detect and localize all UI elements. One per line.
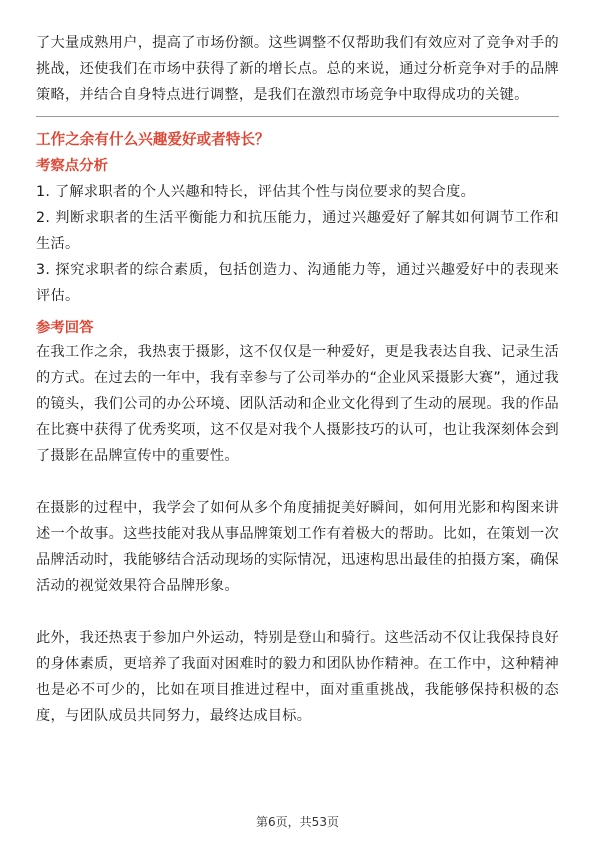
answer-label: 参考回答 bbox=[36, 320, 94, 336]
analysis-list bbox=[36, 179, 559, 309]
analysis-item: 3. 探究求职者的综合素质，包括创造力、沟通能力等，通过兴趣爱好中的表现来评估。 bbox=[36, 262, 559, 304]
question-heading: 工作之余有什么兴趣爱好或者特长？ bbox=[36, 131, 270, 148]
analysis-item: 1. 了解求职者的个人兴趣和特长，评估其个性与岗位要求的契合度。 bbox=[36, 184, 476, 200]
document-page bbox=[36, 30, 559, 729]
page-number: 第6页，共53页 bbox=[256, 815, 339, 829]
analysis-item: 2. 判断求职者的生活平衡能力和抗压能力，通过兴趣爱好了解其如何调节工作和生活。 bbox=[36, 210, 559, 252]
answer-paragraph: 此外，我还热衷于参加户外运动，特别是登山和骑行。这些活动不仅让我保持良好的身体素质，更培养了我面对困难时的毅力和团队协作精神。在工作中，这种精神也是必不可少的，比如在项目推进过程中，面对重重挑战，我能够保持积极的态度，与团队成员共同努力，最终达成目标。 bbox=[36, 630, 559, 724]
answer-paragraph: 在摄影的过程中，我学会了如何从多个角度捕捉美好瞬间，如何用光影和构图来讲述一个故事。这些技能对我从事品牌策划工作有着极大的帮助。比如，在策划一次品牌活动时，我能够结合活动现场的实际情况，迅速构思出最佳的拍摄方案，确保活动的视觉效果符合品牌形象。 bbox=[36, 500, 559, 594]
continued-paragraph: 了大量成熟用户，提高了市场份额。这些调整不仅帮助我们有效应对了竞争对手的挑战，还使我们在市场中获得了新的增长点。总的来说，通过分析竞争对手的品牌策略，并结合自身特点进行调整，是我们在激烈市场竞争中取得成功的关键。 bbox=[36, 35, 559, 103]
section-divider bbox=[36, 116, 559, 117]
analysis-label: 考察点分析 bbox=[36, 158, 108, 174]
answer-paragraph: 在我工作之余，我热衷于摄影，这不仅仅是一种爱好，更是我表达自我、记录生活的方式。在过去的一年中，我有幸参与了公司举办的“企业风采摄影大赛”，通过我的镜头，我们公司的办公环境、团队活动和企业文化得到了生动的展现。我的作品在比赛中获得了优秀奖项，这不仅是对我个人摄影技巧的认可，也让我深刻体会到了摄影在品牌宣传中的重要性。 bbox=[36, 344, 559, 464]
